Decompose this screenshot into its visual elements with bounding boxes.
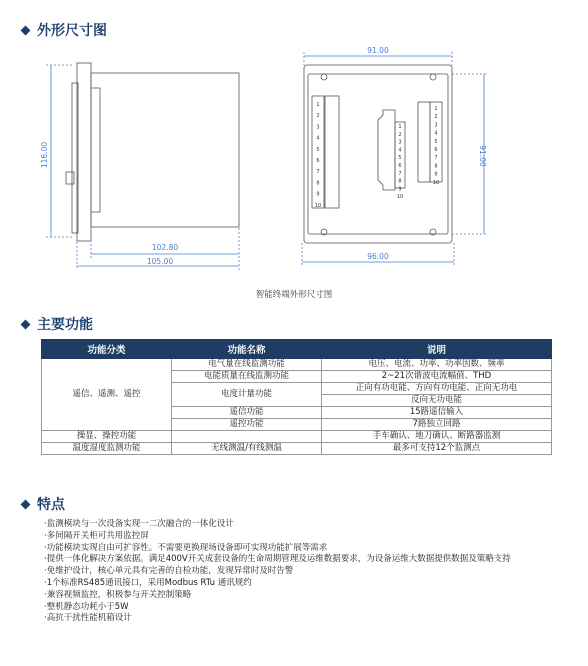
terminal-number: 2 xyxy=(434,114,438,121)
dim-width-top: 91.00 xyxy=(367,46,389,55)
terminal-number: 6 xyxy=(316,158,320,164)
terminal-number: 5 xyxy=(316,146,320,153)
terminal-number: 1 xyxy=(316,102,320,108)
function-desc: 反向无功电能 xyxy=(322,395,552,407)
function-desc: 15路遥信输入 xyxy=(322,407,552,419)
terminal-number: 8 xyxy=(434,163,438,170)
terminal-number: 8 xyxy=(316,180,320,187)
dim-height-left: 116.00 xyxy=(40,141,49,169)
terminal-number: 10 xyxy=(314,202,322,209)
list-item: ·多间隔开关柜可共用监控屏 xyxy=(44,530,149,541)
terminal-number: 4 xyxy=(316,135,320,142)
drawing-caption: 智能终端外形尺寸图 xyxy=(255,290,333,300)
function-desc: 正向有功电能、方向有功电能、正向无功电 xyxy=(322,383,552,395)
function-name: 电气量在线监测功能 xyxy=(172,359,322,371)
terminal-number: 4 xyxy=(398,147,402,154)
dim-depth-outer: 105.00 xyxy=(146,257,174,266)
header-name: 功能名称 xyxy=(172,340,322,359)
category-cell: 温度湿度监测功能 xyxy=(42,443,172,455)
function-desc: 最多可支持12个监测点 xyxy=(322,443,552,455)
terminal-number: 6 xyxy=(434,147,438,153)
function-name: 电度计量功能 xyxy=(172,383,322,407)
function-name: 遥控功能 xyxy=(172,419,322,431)
dimension-drawing xyxy=(0,40,588,300)
terminal-number: 7 xyxy=(398,170,402,177)
terminal-number: 3 xyxy=(398,139,402,146)
table-row xyxy=(42,431,552,443)
list-item: ·1个标准RS485通讯接口，采用Modbus RTu 通讯规约 xyxy=(44,577,252,588)
diamond-bullet-icon xyxy=(21,499,31,509)
diamond-bullet-icon xyxy=(21,25,31,35)
function-desc: 7路独立回路 xyxy=(322,419,552,431)
dim-height-right: 91.00 xyxy=(478,145,487,167)
dim-width-bottom: 96.00 xyxy=(367,252,389,261)
terminal-number: 7 xyxy=(434,155,438,162)
terminal-number: 3 xyxy=(316,124,320,131)
function-table xyxy=(41,339,552,455)
list-item: ·免维护设计，核心单元具有完善的自检功能，发现异常时及时告警 xyxy=(44,566,294,577)
function-desc: 手车确认、地刀确认、断路器监测 xyxy=(322,431,552,443)
function-name: 遥信功能 xyxy=(172,407,322,419)
function-desc: 电压、电流、功率、功率因数、频率 xyxy=(322,359,552,371)
table-header-row xyxy=(42,340,552,359)
terminal-number: 5 xyxy=(434,138,438,145)
list-item: ·整机静态功耗小于5W xyxy=(44,601,129,612)
list-item: ·提供一体化解决方案依据。满足400V开关成套设备的生命周期管理及运维数据要求，为设备运维大数据提供数据及策略支持 xyxy=(44,554,511,565)
terminal-number: 1 xyxy=(398,124,402,130)
terminal-number: 2 xyxy=(316,113,320,120)
list-item: ·高抗干扰性能机箱设计 xyxy=(44,613,132,624)
terminal-number: 6 xyxy=(398,163,402,169)
function-name: 无线测温/有线测温 xyxy=(172,443,322,455)
terminal-number: 10 xyxy=(432,179,440,186)
terminal-number: 10 xyxy=(396,194,404,201)
diamond-bullet-icon xyxy=(21,319,31,329)
function-name: 电能质量在线监测功能 xyxy=(172,371,322,383)
section-title-dimensions: 外形尺寸图 xyxy=(22,20,107,40)
dim-depth-inner: 102.80 xyxy=(151,243,179,252)
terminal-number: 1 xyxy=(434,106,438,112)
list-item: ·功能模块实现自由可扩容性。不需要更换现场设备即可实现功能扩展等需求 xyxy=(44,542,328,553)
header-category: 功能分类 xyxy=(42,340,172,359)
terminal-number: 2 xyxy=(398,131,402,138)
section-title-features: 特点 xyxy=(22,494,65,514)
category-cell: 遥信、遥测、遥控 xyxy=(42,359,172,431)
terminal-number: 9 xyxy=(398,186,402,193)
terminal-number: 3 xyxy=(434,122,438,129)
terminal-number: 7 xyxy=(316,169,320,176)
terminal-number: 9 xyxy=(434,171,438,178)
terminal-number: 9 xyxy=(316,191,320,198)
category-cell: 操显、操控功能 xyxy=(42,431,172,443)
function-name xyxy=(172,431,322,443)
table-row xyxy=(42,359,552,371)
terminal-number: 5 xyxy=(398,155,402,162)
function-desc: 2~21次谐波电流幅值、THD xyxy=(322,371,552,383)
list-item: ·兼容视频监控，积极参与开关控制策略 xyxy=(44,589,192,600)
terminal-number: 8 xyxy=(398,178,402,185)
section-title-functions: 主要功能 xyxy=(22,314,93,334)
features-list xyxy=(44,519,564,625)
terminal-number: 4 xyxy=(434,130,438,137)
header-desc: 说明 xyxy=(322,340,552,359)
table-row xyxy=(42,443,552,455)
list-item: ·监测模块与一次设备实现一二次融合的一体化设计 xyxy=(44,519,234,529)
